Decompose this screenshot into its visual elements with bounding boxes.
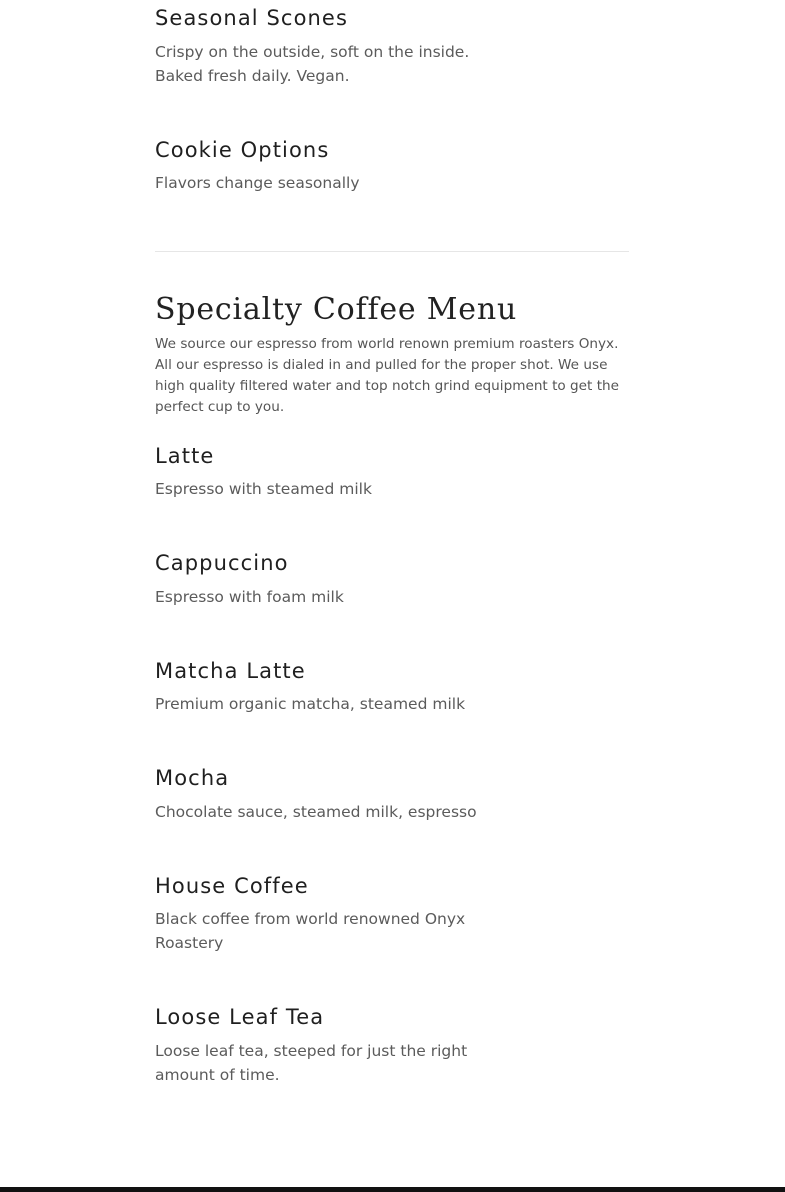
menu-item-title: Matcha Latte (155, 659, 306, 683)
menu-item-description: Black coffee from world renowned Onyx Roastery (155, 910, 466, 952)
section-divider (155, 251, 629, 252)
menu-item-description: Chocolate sauce, steamed milk, espresso (155, 803, 477, 821)
menu-item-description: Espresso with steamed milk (155, 480, 372, 498)
menu-item-title: Latte (155, 444, 215, 468)
footer-bar (0, 1187, 785, 1192)
menu-item-title: Cappuccino (155, 551, 289, 575)
menu-item-description: Loose leaf tea, steeped for just the right amount of time. (155, 1042, 468, 1084)
menu-item-title: Loose Leaf Tea (155, 1005, 325, 1029)
menu-item-description: Crispy on the outside, soft on the inside. Baked fresh daily. Vegan. (155, 43, 470, 85)
menu-item-description: Premium organic matcha, steamed milk (155, 695, 466, 713)
menu-item-title: Seasonal Scones (155, 6, 348, 30)
menu-item-title: Cookie Options (155, 138, 330, 162)
menu-item-title: House Coffee (155, 874, 309, 898)
menu-item-title: Mocha (155, 766, 230, 790)
menu-item-description: Flavors change seasonally (155, 174, 360, 192)
section-intro: We source our espresso from world renown premium roasters Onyx. All our espresso is dialed in and pulled for the proper shot. We use high quality filtered water and top notch grind equipment to get the perfect cup to you. (155, 336, 619, 415)
section-title: Specialty Coffee Menu (155, 292, 518, 327)
menu-item-description: Espresso with foam milk (155, 588, 344, 606)
